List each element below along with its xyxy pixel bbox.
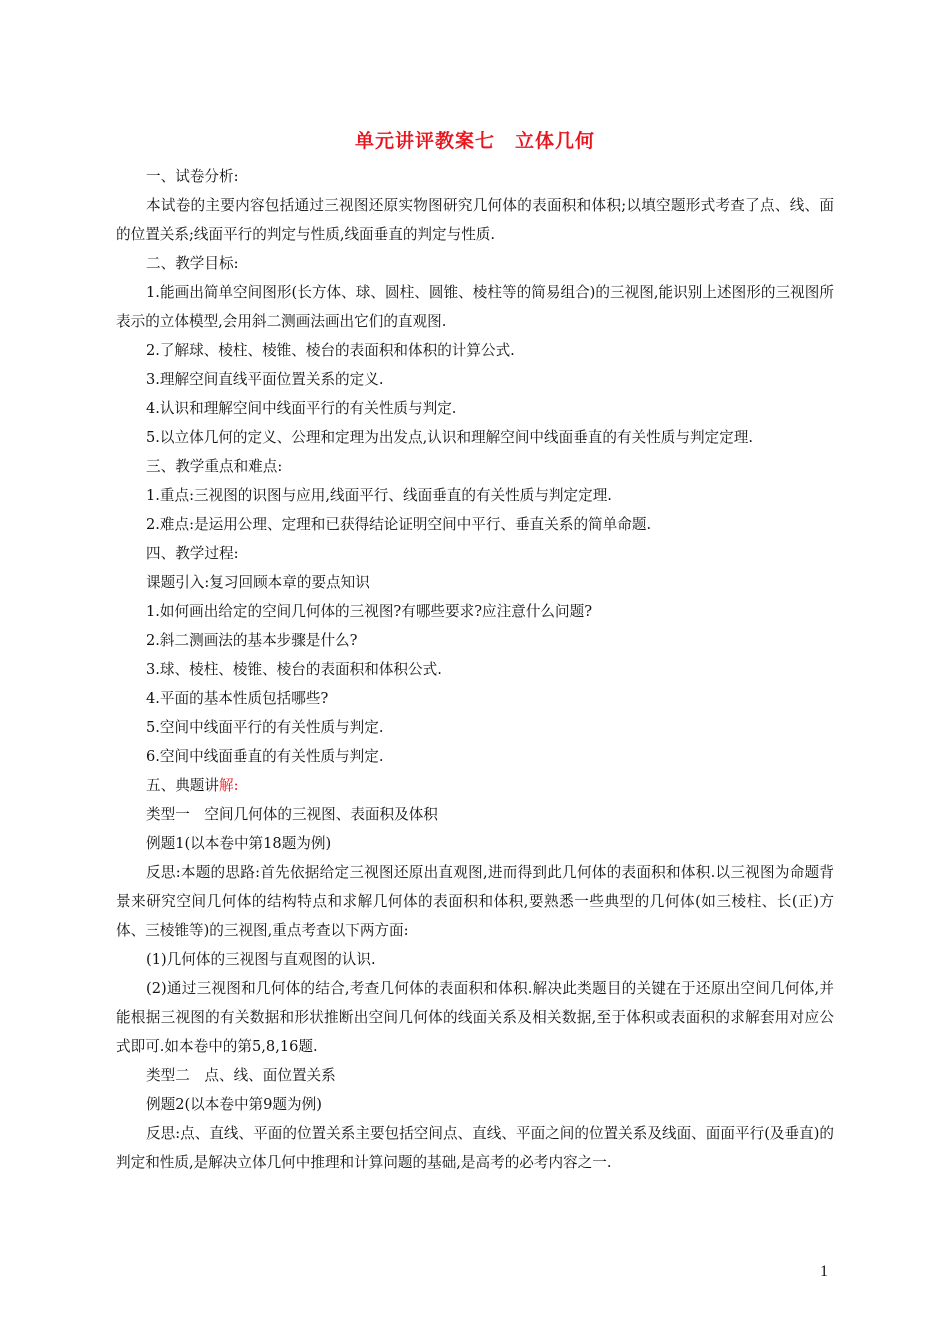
reflection-two: 反思:点、直线、平面的位置关系主要包括空间点、直线、平面之间的位置关系及线面、面面平行(及垂直)的判定和性质,是解决立体几何中推理和计算问题的基础,是高考的必考内容之一.	[116, 1125, 834, 1171]
page-title: 单元讲评教案七 立体几何	[354, 130, 595, 152]
reflection-one: 反思:本题的思路:首先依据给定三视图还原出直观图,进而得到此几何体的表面积和体积.以三视图为命题背景来研究空间几何体的结构特点和求解几何体的表面积和体积,要熟悉一些典型的几何体(如三棱柱、长(正)方体、三棱锥等)的三视图,重点考查以下两方面:	[116, 864, 834, 939]
goal-item: 1.能画出简单空间图形(长方体、球、圆柱、圆锥、棱柱等的简易组合)的三视图,能识别上述图形的三视图所表示的立体模型,会用斜二测画法画出它们的直观图.	[116, 284, 834, 330]
goal-item: 4.认识和理解空间中线面平行的有关性质与判定.	[146, 400, 457, 417]
section-heading-process: 四、教学过程:	[146, 545, 239, 562]
analysis-text: 本试卷的主要内容包括通过三视图还原实物图研究几何体的表面积和体积;以填空题形式考查了点、线、面的位置关系;线面平行的判定与性质,线面垂直的判定与性质.	[116, 197, 834, 243]
examples-heading-red-part: 解:	[218, 777, 239, 794]
goal-item: 2.了解球、棱柱、棱锥、棱台的表面积和体积的计算公式.	[146, 342, 515, 359]
goal-item: 3.理解空间直线平面位置关系的定义.	[146, 371, 384, 388]
example-one: 例题1(以本卷中第18题为例)	[146, 835, 332, 852]
process-item: 4.平面的基本性质包括哪些?	[146, 690, 329, 707]
reflection-one-point-1: (1)几何体的三视图与直观图的认识.	[146, 951, 376, 968]
key-point-item: 2.难点:是运用公理、定理和已获得结论证明空间中平行、垂直关系的简单命题.	[146, 516, 652, 533]
reflection-one-point-2: (2)通过三视图和几何体的结合,考查几何体的表面积和体积.解决此类题目的关键在于还原出空间几何体,并能根据三视图的有关数据和形状推断出空间几何体的线面关系及相关数据,至于体积或表面积的求解套用对应公式即可.如本卷中的第5,8,16题.	[116, 980, 834, 1055]
section-heading-goals: 二、教学目标:	[146, 255, 239, 272]
process-item: 2.斜二测画法的基本步骤是什么?	[146, 632, 358, 649]
example-two: 例题2(以本卷中第9题为例)	[146, 1096, 322, 1113]
section-heading-examples	[116, 771, 834, 800]
process-intro: 课题引入:复习回顾本章的要点知识	[146, 574, 370, 591]
process-item: 6.空间中线面垂直的有关性质与判定.	[146, 748, 384, 765]
type-one-heading: 类型一 空间几何体的三视图、表面积及体积	[146, 806, 438, 823]
page-number: 1	[820, 1263, 828, 1280]
section-heading-key-points: 三、教学重点和难点:	[146, 458, 283, 475]
section-heading-analysis: 一、试卷分析:	[146, 168, 239, 185]
process-item: 5.空间中线面平行的有关性质与判定.	[146, 719, 384, 736]
process-item: 3.球、棱柱、棱锥、棱台的表面积和体积公式.	[146, 661, 442, 678]
key-point-item: 1.重点:三视图的识图与应用,线面平行、线面垂直的有关性质与判定定理.	[146, 487, 612, 504]
process-item: 1.如何画出给定的空间几何体的三视图?有哪些要求?应注意什么问题?	[146, 603, 593, 620]
goal-item: 5.以立体几何的定义、公理和定理为出发点,认识和理解空间中线面垂直的有关性质与判定定理.	[146, 429, 753, 446]
type-two-heading: 类型二 点、线、面位置关系	[146, 1067, 336, 1084]
document-page	[116, 126, 834, 1177]
examples-heading-part: 五、典题讲	[146, 777, 219, 794]
